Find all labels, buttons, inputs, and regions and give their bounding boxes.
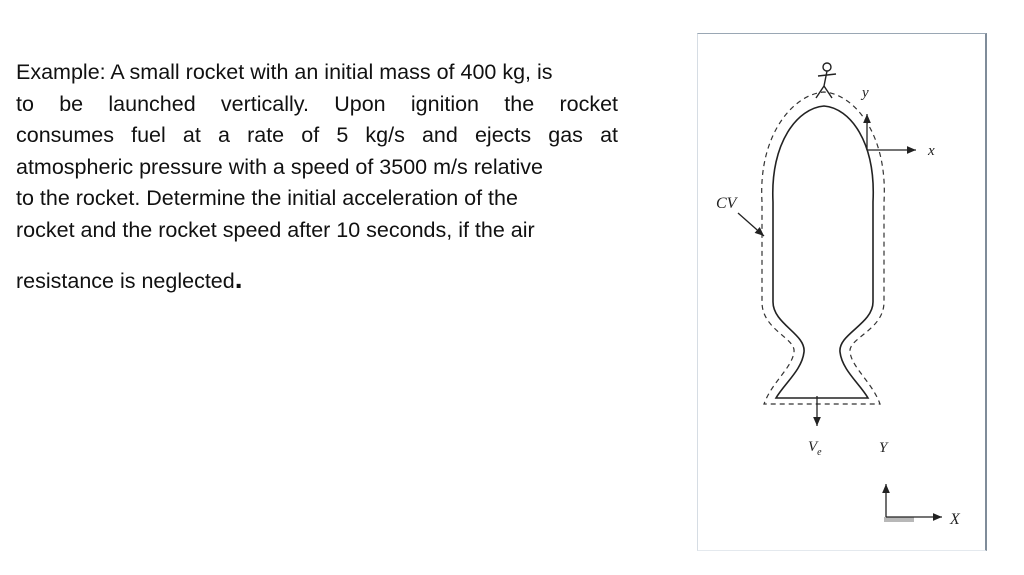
control-volume-outline (762, 92, 885, 404)
problem-statement (16, 57, 618, 298)
ground-hatch (884, 517, 914, 522)
problem-line-3: consumes fuel at a rate of 5 kg/s and ejects gas at (16, 123, 618, 147)
ground-X-label: X (950, 511, 960, 528)
body-y-label: y (862, 85, 869, 101)
exhaust-velocity-symbol: V (808, 439, 818, 455)
problem-line-5: to the rocket. Determine the initial acceleration of the (16, 186, 518, 210)
rocket-body-outline (773, 106, 873, 398)
exhaust-velocity-subscript: e (817, 447, 822, 458)
control-volume-label: CV (716, 195, 737, 212)
rocket-figure (697, 33, 987, 551)
problem-line-4: atmospheric pressure with a speed of 3500 m/s relative (16, 154, 544, 179)
body-x-label: x (928, 143, 935, 159)
control-volume-pointer (738, 213, 764, 236)
problem-line-7 (16, 263, 618, 298)
problem-line-2: to be launched vertically. Upon ignition the rocket (16, 91, 618, 116)
problem-line-7-text: resistance is neglected (16, 269, 235, 293)
problem-final-period: . (234, 263, 243, 294)
astronaut-figure (816, 63, 836, 98)
exhaust-velocity-label (808, 439, 822, 458)
ground-Y-label: Y (879, 440, 888, 456)
problem-line-1: Example: A small rocket with an initial mass of 400 kg, is (16, 60, 553, 84)
problem-line-6: rocket and the rocket speed after 10 seconds, if the air (16, 217, 535, 242)
rocket-diagram (698, 34, 986, 550)
